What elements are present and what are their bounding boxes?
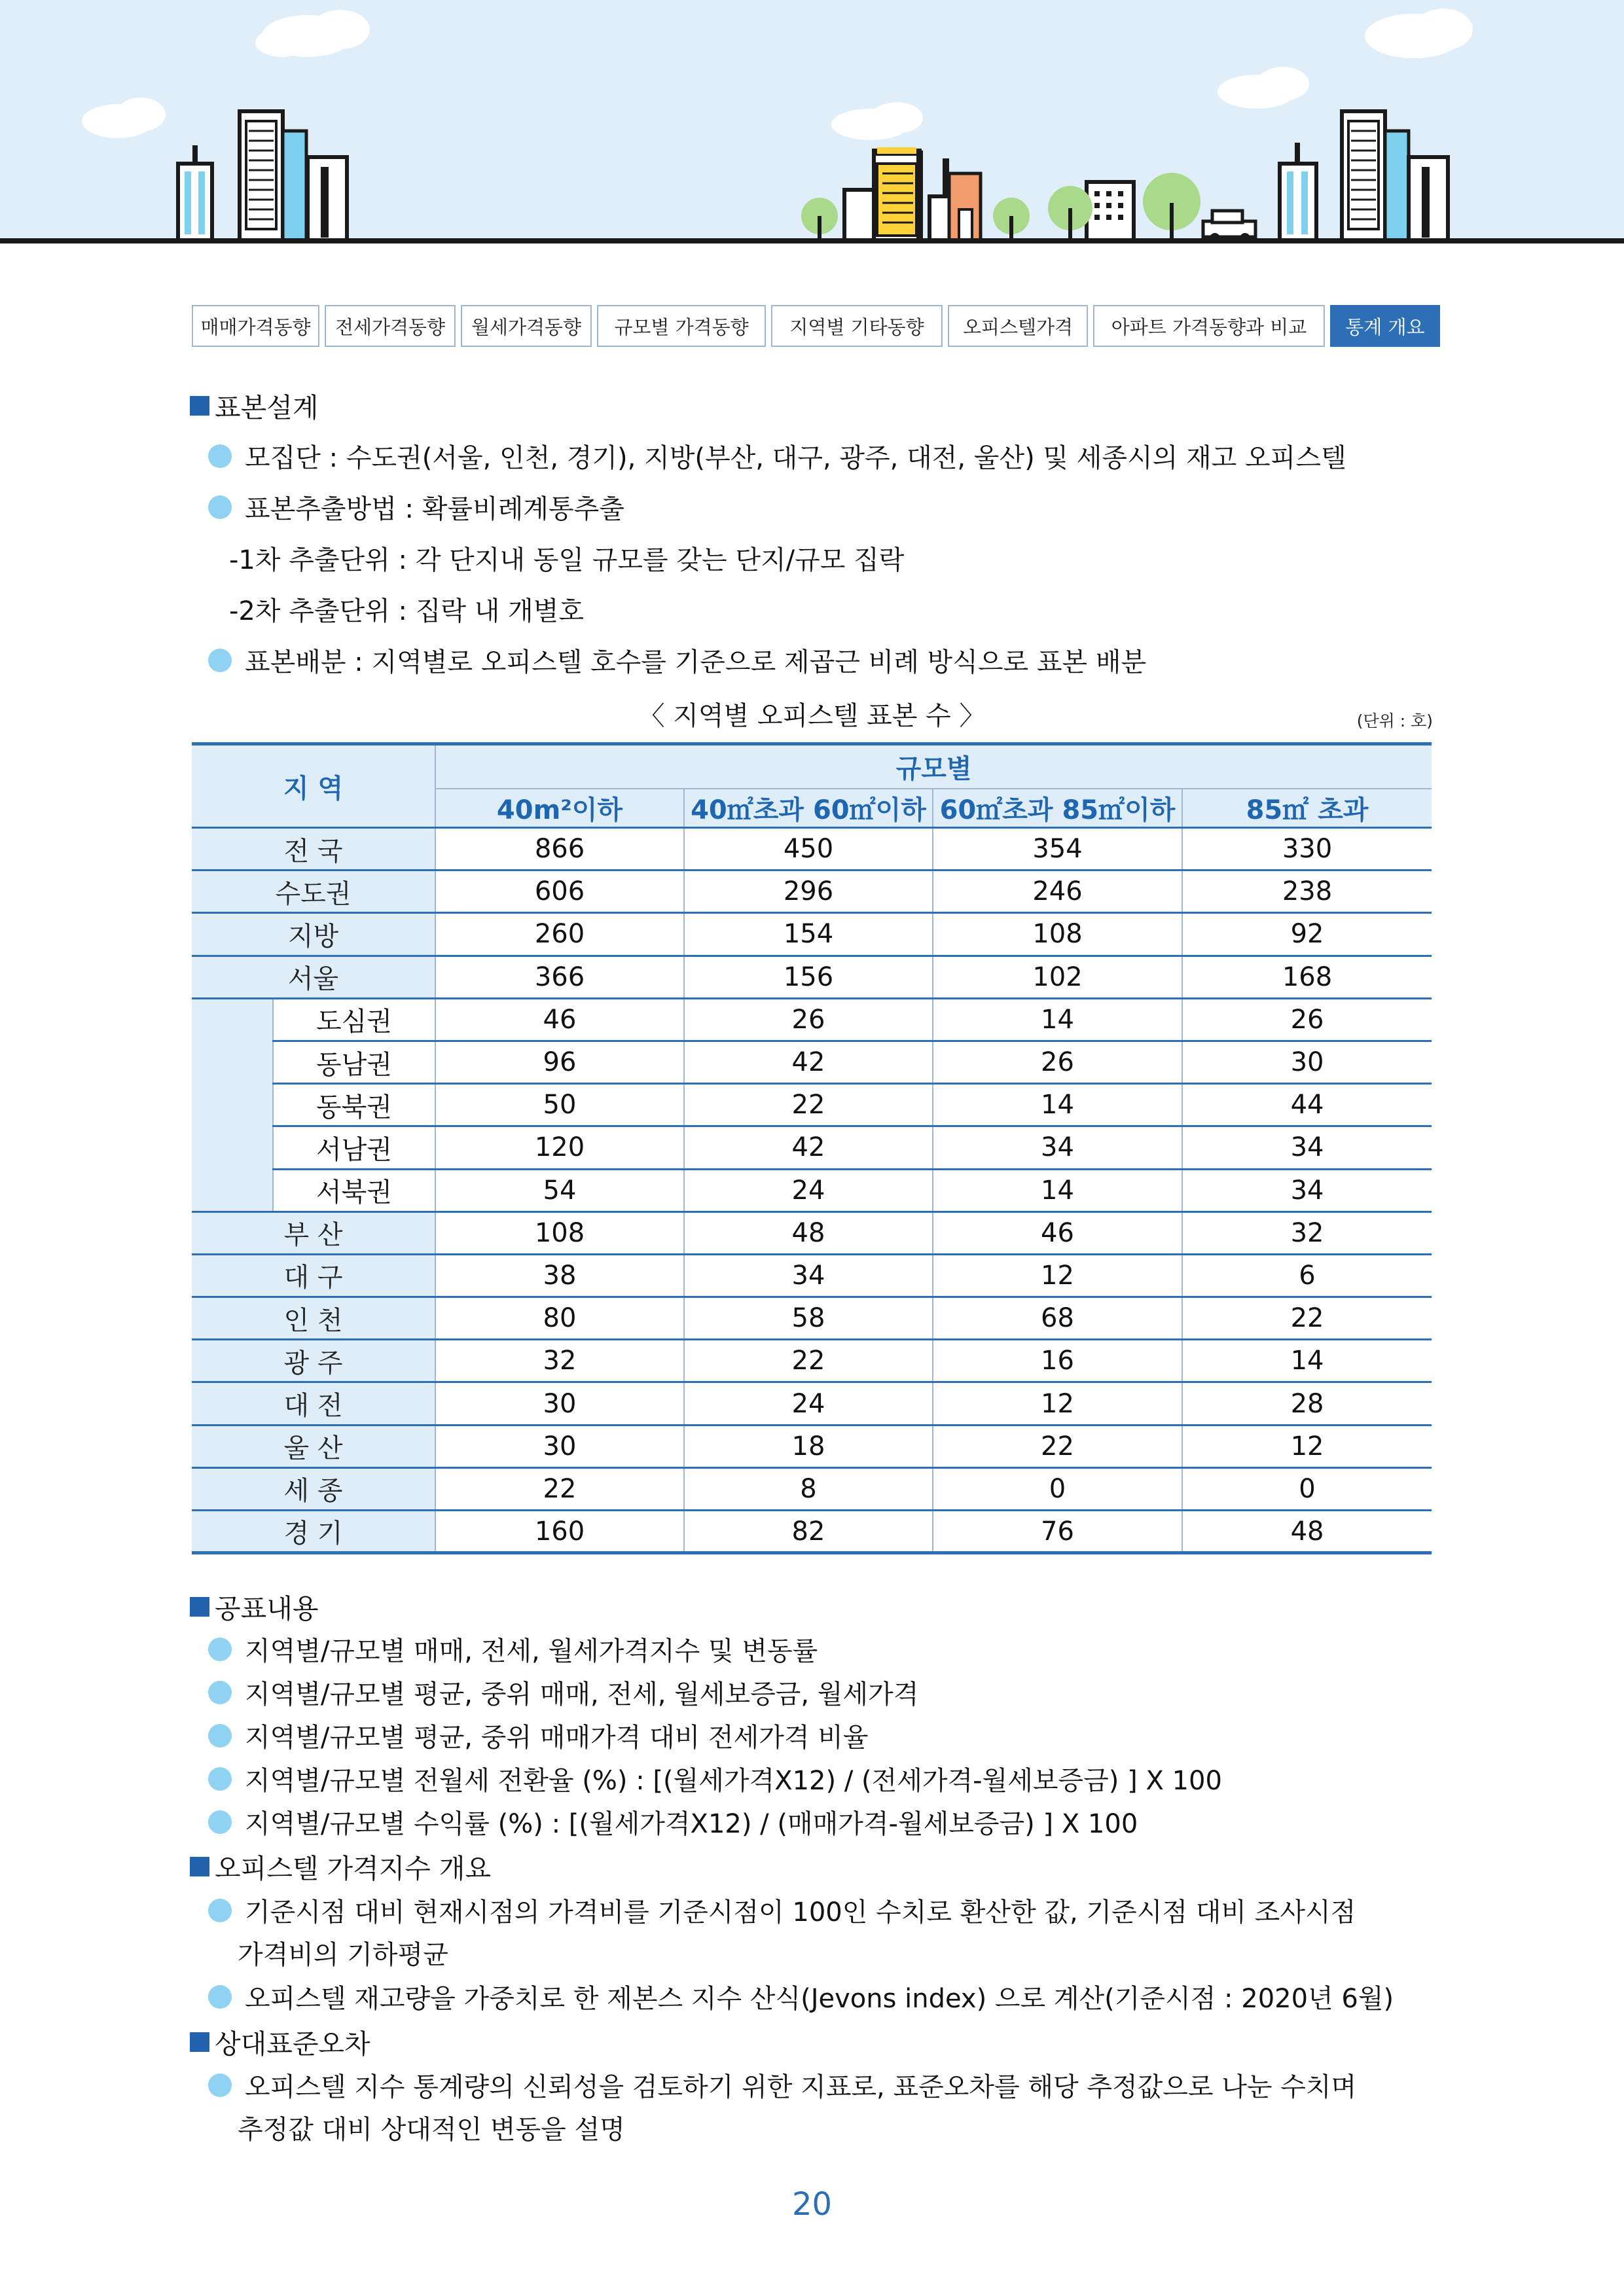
- circle-bullet-icon: [208, 1767, 232, 1791]
- table-cell: 26: [933, 1041, 1182, 1083]
- table-cell: 30: [435, 1425, 684, 1467]
- bullet-population: [208, 437, 1346, 475]
- table-row: [192, 1084, 1432, 1126]
- header-illustration: [0, 0, 1624, 249]
- table-body: [192, 828, 1432, 1553]
- table-cell: 14: [933, 998, 1182, 1041]
- circle-bullet-icon: [208, 1810, 232, 1834]
- table-cell: 16: [933, 1340, 1182, 1382]
- section-tabs: [192, 305, 1440, 347]
- table-cell: 0: [933, 1467, 1182, 1510]
- region-header: 지 역: [192, 744, 435, 828]
- bullet-text: 지역별/규모별 평균, 중위 매매가격 대비 전세가격 비율: [245, 1723, 869, 1753]
- stage2-unit: -2차 추출단위 : 집락 내 개별호: [229, 596, 584, 626]
- region-label: 인 천: [192, 1297, 435, 1340]
- table-cell: 260: [435, 913, 684, 956]
- table-cell: 22: [684, 1340, 933, 1382]
- table-row: [192, 1041, 1432, 1083]
- table-row: [192, 1511, 1432, 1553]
- bullet-text: 표본추출방법 : 확률비례계통추출: [245, 494, 624, 524]
- table-cell: 14: [933, 1169, 1182, 1211]
- tab-monthly-rent[interactable]: 월세가격동향: [461, 305, 592, 347]
- table-cell: 24: [684, 1169, 933, 1211]
- table-cell: 24: [684, 1382, 933, 1425]
- table-cell: 34: [1182, 1126, 1432, 1169]
- table-row: [192, 1126, 1432, 1169]
- publication-item: [208, 1717, 869, 1754]
- bullet-continuation: 추정값 대비 상대적인 변동을 설명: [238, 2115, 625, 2145]
- region-label: 울 산: [192, 1425, 435, 1467]
- table-cell: 42: [684, 1041, 933, 1083]
- region-label: 세 종: [192, 1467, 435, 1510]
- region-label: 광 주: [192, 1340, 435, 1382]
- bullet-text: 표본배분 : 지역별로 오피스텔 호수를 기준으로 제곱근 비례 방식으로 표본 배분: [245, 647, 1147, 677]
- region-label: 동남권: [273, 1041, 435, 1083]
- bullet-text: 지역별/규모별 매매, 전세, 월세가격지수 및 변동률: [245, 1636, 818, 1666]
- table-cell: 450: [684, 828, 933, 870]
- circle-bullet-icon: [208, 1681, 232, 1704]
- building-icon: [844, 147, 1134, 241]
- bullet-text: 기준시점 대비 현재시점의 가격비를 기준시점이 100인 수치로 환산한 값, 기준시점 대비 조사시점: [245, 1897, 1356, 1928]
- table-cell: 160: [435, 1511, 684, 1553]
- table-row: [192, 1211, 1432, 1254]
- table-cell: 6: [1182, 1254, 1432, 1297]
- bullet-text: 오피스텔 지수 통계량의 신뢰성을 검토하기 위한 지표로, 표준오차를 해당 추정값으로 나눈 수치며: [245, 2072, 1357, 2102]
- table-cell: 58: [684, 1297, 933, 1340]
- table-cell: 12: [1182, 1425, 1432, 1467]
- table-cell: 108: [435, 1211, 684, 1254]
- table-cell: 50: [435, 1084, 684, 1126]
- table-row: [192, 1254, 1432, 1297]
- table-cell: 238: [1182, 870, 1432, 913]
- table-cell: 44: [1182, 1084, 1432, 1126]
- table-cell: 102: [933, 956, 1182, 998]
- publication-item: [208, 1630, 818, 1668]
- tab-officetel-price[interactable]: 오피스텔가격: [948, 305, 1088, 347]
- table-row: [192, 1467, 1432, 1510]
- region-label: 부 산: [192, 1211, 435, 1254]
- table-cell: 0: [1182, 1467, 1432, 1510]
- table-cell: 30: [1182, 1041, 1432, 1083]
- bullet-text: 지역별/규모별 평균, 중위 매매, 전세, 월세보증금, 월세가격: [245, 1679, 919, 1710]
- table-cell: 156: [684, 956, 933, 998]
- sample-size-table: [192, 742, 1432, 1554]
- region-label: 지방: [192, 913, 435, 956]
- region-label: 대 구: [192, 1254, 435, 1297]
- section-heading-publication: [190, 1587, 318, 1626]
- publication-item: [208, 1803, 1138, 1840]
- bullet-sampling-method: [208, 488, 624, 526]
- square-bullet-icon: [190, 396, 209, 416]
- heading-text: 오피스텔 가격지수 개요: [215, 1853, 492, 1884]
- column-header: 40m²이하: [435, 789, 684, 828]
- table-row: [192, 828, 1432, 870]
- table-cell: 246: [933, 870, 1182, 913]
- circle-bullet-icon: [208, 649, 232, 672]
- page-background: [0, 249, 1624, 305]
- heading-text: 표본설계: [215, 392, 319, 423]
- table-cell: 28: [1182, 1382, 1432, 1425]
- cloud-icon: [82, 9, 1473, 140]
- table-unit: (단위 : 호): [1356, 711, 1433, 730]
- tab-apartment-compare[interactable]: 아파트 가격동향과 비교: [1093, 305, 1325, 347]
- table-cell: 26: [1182, 998, 1432, 1041]
- region-label: 도심권: [273, 998, 435, 1041]
- seoul-subregion-spacer: [192, 998, 273, 1211]
- table-cell: 54: [435, 1169, 684, 1211]
- table-cell: 354: [933, 828, 1182, 870]
- bullet-text: 오피스텔 재고량을 가중치로 한 제본스 지수 산식(Jevons index) 으로 계산(기준시점 : 2020년 6월): [245, 1984, 1394, 2014]
- region-label: 대 전: [192, 1382, 435, 1425]
- circle-bullet-icon: [208, 444, 232, 468]
- table-cell: 14: [1182, 1340, 1432, 1382]
- region-label: 서남권: [273, 1126, 435, 1169]
- table-cell: 22: [684, 1084, 933, 1126]
- table-cell: 366: [435, 956, 684, 998]
- region-label: 수도권: [192, 870, 435, 913]
- table-row: [192, 998, 1432, 1041]
- table-row: [192, 1169, 1432, 1211]
- square-bullet-icon: [190, 2032, 209, 2052]
- index-overview-item: [208, 1892, 1356, 1929]
- table-cell: 606: [435, 870, 684, 913]
- heading-text: 공표내용: [215, 1593, 319, 1624]
- table-cell: 168: [1182, 956, 1432, 998]
- ground-line: [0, 238, 1624, 243]
- table-cell: 46: [435, 998, 684, 1041]
- region-label: 경 기: [192, 1511, 435, 1553]
- section-heading-index-overview: [190, 1847, 491, 1886]
- heading-text: 상대표준오차: [215, 2028, 370, 2060]
- table-cell: 108: [933, 913, 1182, 956]
- cityscape-illustration: [0, 0, 1624, 249]
- table-cell: 76: [933, 1511, 1182, 1553]
- square-bullet-icon: [190, 1597, 209, 1617]
- table-cell: 38: [435, 1254, 684, 1297]
- table-row: [192, 1425, 1432, 1467]
- section-heading-sample-design: [190, 386, 318, 425]
- table-row: [192, 1382, 1432, 1425]
- table-cell: 48: [684, 1211, 933, 1254]
- table-cell: 48: [1182, 1511, 1432, 1553]
- table-row: [192, 1297, 1432, 1340]
- table-cell: 14: [933, 1084, 1182, 1126]
- table-cell: 120: [435, 1126, 684, 1169]
- table-row: [192, 1340, 1432, 1382]
- building-icon: [1280, 111, 1448, 241]
- publication-item: [208, 1674, 918, 1711]
- publication-item: [208, 1760, 1222, 1797]
- region-label: 동북권: [273, 1084, 435, 1126]
- table-row: [192, 956, 1432, 998]
- table-cell: 34: [1182, 1169, 1432, 1211]
- table-cell: 12: [933, 1254, 1182, 1297]
- stage1-unit: -1차 추출단위 : 각 단지내 동일 규모를 갖는 단지/규모 집락: [229, 545, 905, 575]
- table-cell: 80: [435, 1297, 684, 1340]
- table-cell: 8: [684, 1467, 933, 1510]
- column-header: 60㎡초과 85㎡이하: [933, 789, 1182, 828]
- index-overview-item: [208, 1978, 1394, 2015]
- circle-bullet-icon: [208, 1899, 232, 1922]
- table-cell: 32: [435, 1340, 684, 1382]
- column-header: 85㎡ 초과: [1182, 789, 1432, 828]
- table-cell: 22: [933, 1425, 1182, 1467]
- table-row: [192, 913, 1432, 956]
- table-cell: 296: [684, 870, 933, 913]
- table-cell: 30: [435, 1382, 684, 1425]
- tab-sale-price[interactable]: 매매가격동향: [192, 305, 319, 347]
- size-header: 규모별: [435, 744, 1432, 789]
- table-cell: 18: [684, 1425, 933, 1467]
- table-cell: 154: [684, 913, 933, 956]
- bullet-continuation: 가격비의 기하평균: [238, 1940, 448, 1970]
- table-cell: 12: [933, 1382, 1182, 1425]
- region-label: 서북권: [273, 1169, 435, 1211]
- table-cell: 68: [933, 1297, 1182, 1340]
- section-heading-rse: [190, 2022, 370, 2061]
- region-label: 전 국: [192, 828, 435, 870]
- square-bullet-icon: [190, 1857, 209, 1876]
- circle-bullet-icon: [208, 1985, 232, 2009]
- tab-regional-other[interactable]: 지역별 기타동향: [771, 305, 943, 347]
- building-icon: [178, 111, 347, 241]
- tab-size-price[interactable]: 규모별 가격동향: [597, 305, 766, 347]
- circle-bullet-icon: [208, 495, 232, 519]
- table-cell: 34: [933, 1126, 1182, 1169]
- circle-bullet-icon: [208, 1638, 232, 1661]
- circle-bullet-icon: [208, 1724, 232, 1748]
- table-cell: 22: [1182, 1297, 1432, 1340]
- table-caption: 〈 지역별 오피스텔 표본 수 〉: [638, 701, 986, 731]
- table-cell: 330: [1182, 828, 1432, 870]
- table-row: [192, 870, 1432, 913]
- rse-item: [208, 2066, 1356, 2104]
- table-cell: 34: [684, 1254, 933, 1297]
- tab-statistics-overview[interactable]: 통계 개요: [1330, 305, 1440, 347]
- bullet-text: 모집단 : 수도권(서울, 인천, 경기), 지방(부산, 대구, 광주, 대전, 울산) 및 세종시의 재고 오피스텔: [245, 443, 1346, 473]
- bullet-allocation: [208, 641, 1146, 679]
- tab-jeonse-price[interactable]: 전세가격동향: [325, 305, 456, 347]
- bullet-text: 지역별/규모별 전월세 전환율 (%) : [(월세가격X12) / (전세가격-월세보증금) ] X 100: [245, 1766, 1222, 1796]
- table-cell: 866: [435, 828, 684, 870]
- table-cell: 32: [1182, 1211, 1432, 1254]
- table-cell: 46: [933, 1211, 1182, 1254]
- page-number: 20: [791, 2186, 833, 2223]
- table-cell: 26: [684, 998, 933, 1041]
- bullet-text: 지역별/규모별 수익률 (%) : [(월세가격X12) / (매매가격-월세보증금) ] X 100: [245, 1809, 1138, 1839]
- table-cell: 92: [1182, 913, 1432, 956]
- table-cell: 82: [684, 1511, 933, 1553]
- circle-bullet-icon: [208, 2073, 232, 2097]
- region-label: 서울: [192, 956, 435, 998]
- table-cell: 42: [684, 1126, 933, 1169]
- table-cell: 96: [435, 1041, 684, 1083]
- table-cell: 22: [435, 1467, 684, 1510]
- column-header: 40㎡초과 60㎡이하: [684, 789, 933, 828]
